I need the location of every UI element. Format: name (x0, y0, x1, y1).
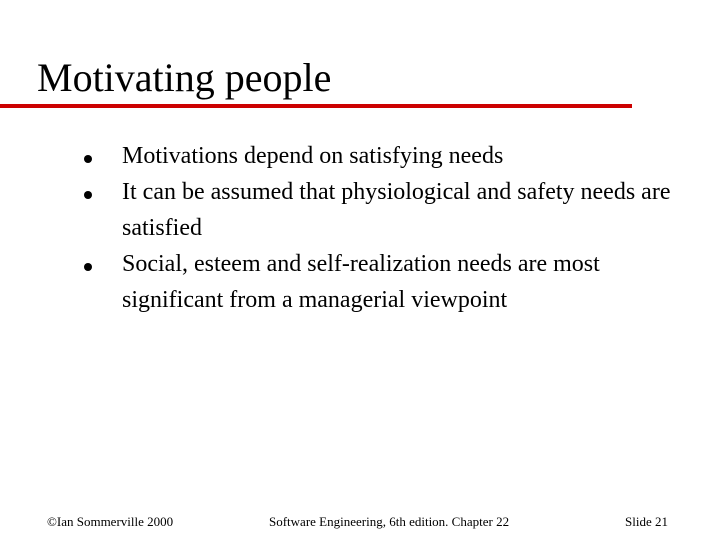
bullet-text: Motivations depend on satisfying needs (122, 143, 504, 169)
slide-title: Motivating people (37, 55, 332, 100)
bullet-icon (84, 263, 92, 271)
bullet-icon (84, 191, 92, 199)
bullet-text: Social, esteem and self-realization needs are most significant from a managerial viewpoint (122, 251, 600, 313)
title-underline (0, 104, 632, 108)
footer-slide-number: Slide 21 (625, 514, 668, 529)
footer-book-title: Software Engineering, 6th edition. Chapter 22 (269, 514, 510, 529)
bullet-text: It can be assumed that physiological and safety needs are satisfied (122, 179, 671, 241)
footer-copyright: ©Ian Sommerville 2000 (47, 514, 174, 529)
bullet-icon (84, 155, 92, 163)
